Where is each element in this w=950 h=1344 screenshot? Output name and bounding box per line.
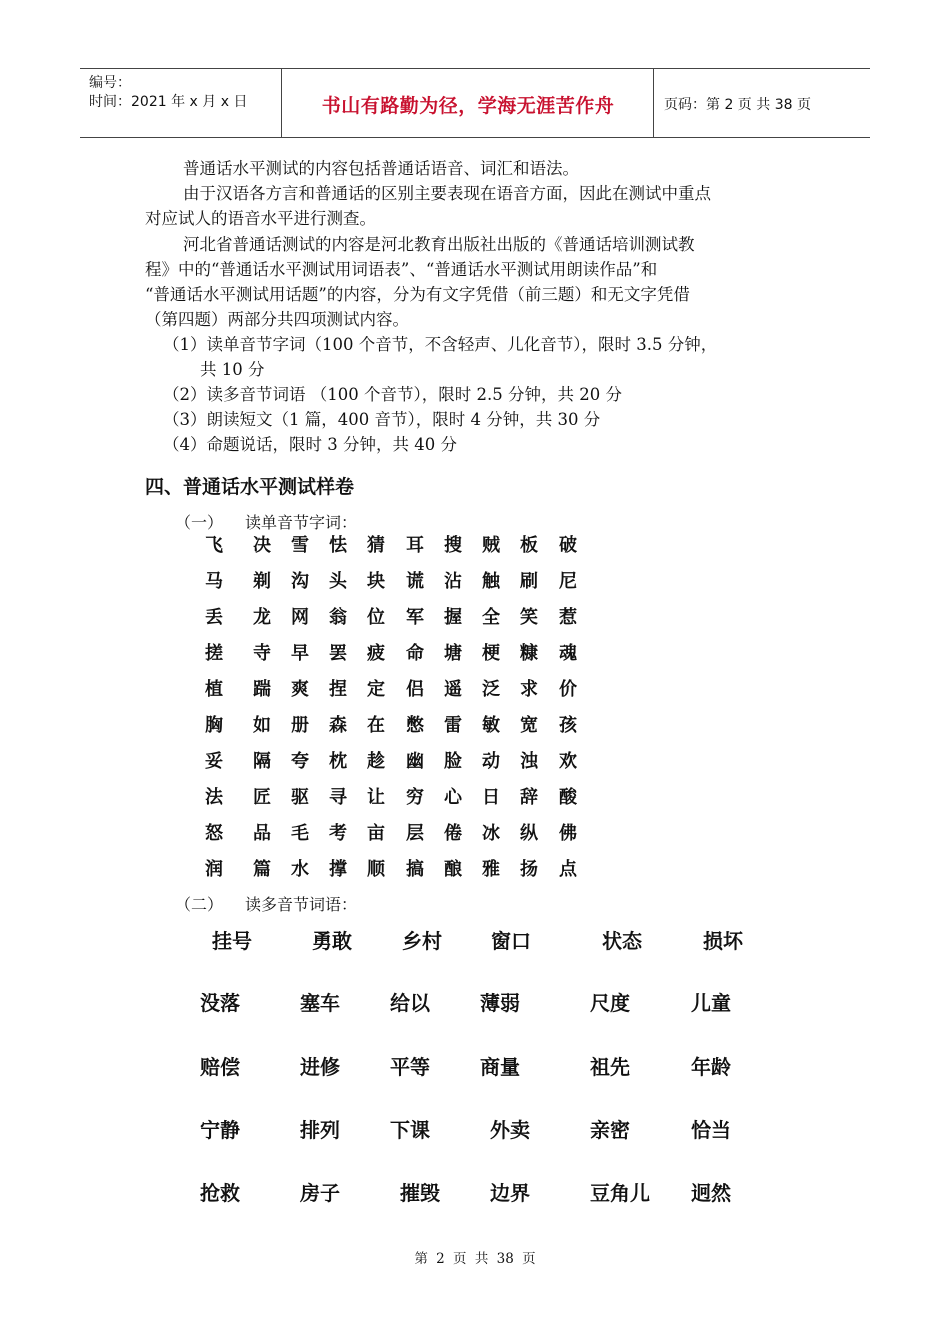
single-syllable-char: 酸	[559, 787, 577, 808]
single-syllable-char: 握	[444, 607, 462, 628]
multi-syllable-word: 儿童	[691, 991, 731, 1015]
single-syllable-char: 点	[559, 859, 577, 880]
multi-syllable-word: 宁静	[200, 1118, 240, 1142]
single-syllable-char: 倦	[444, 823, 462, 844]
body-paragraph: “普通话水平测试用话题”的内容，分为有文字凭借（前三题）和无文字凭借	[145, 285, 690, 304]
single-syllable-char: 酿	[444, 859, 462, 880]
single-syllable-char: 夸	[291, 751, 309, 772]
multi-syllable-word: 房子	[300, 1181, 340, 1205]
multi-syllable-word: 窗口	[491, 929, 531, 953]
single-syllable-char: 穷	[406, 787, 424, 808]
single-syllable-char: 军	[406, 607, 424, 628]
single-syllable-char: 梗	[482, 643, 500, 664]
multi-syllable-word: 状态	[602, 929, 642, 953]
multi-syllable-word: 进修	[300, 1055, 340, 1079]
body-paragraph: 对应试人的语音水平进行测查。	[145, 209, 376, 228]
single-syllable-char: 丢	[205, 607, 223, 628]
section-heading: 四、普通话水平测试样卷	[145, 476, 355, 498]
single-syllable-char: 册	[291, 715, 309, 736]
header-motto-cell	[282, 69, 654, 137]
single-syllable-char: 全	[482, 607, 500, 628]
single-syllable-char: 考	[329, 823, 347, 844]
single-syllable-char: 幽	[406, 751, 424, 772]
multi-syllable-word: 尺度	[590, 991, 630, 1015]
single-syllable-char: 如	[253, 715, 271, 736]
single-syllable-char: 憋	[406, 715, 424, 736]
single-syllable-char: 罢	[329, 643, 347, 664]
part2-number: （二）	[175, 895, 224, 914]
single-syllable-char: 驱	[291, 787, 309, 808]
single-syllable-char: 贼	[482, 535, 500, 556]
multi-syllable-word: 薄弱	[480, 991, 520, 1015]
single-syllable-char: 遥	[444, 679, 462, 700]
single-syllable-char: 层	[406, 823, 424, 844]
part2-label	[175, 892, 357, 915]
multi-syllable-word: 排列	[300, 1118, 340, 1142]
single-syllable-char: 头	[329, 571, 347, 592]
document-time-label: 时间：2021 年 x 月 x 日	[89, 94, 248, 110]
body-paragraph: 普通话水平测试的内容包括普通话语音、词汇和语法。	[183, 159, 579, 178]
single-syllable-char: 马	[205, 571, 223, 592]
single-syllable-char: 搓	[205, 643, 223, 664]
header-motto: 书山有路勤为径，学海无涯苦作舟	[321, 95, 615, 117]
single-syllable-char: 命	[406, 643, 424, 664]
single-syllable-char: 捏	[329, 679, 347, 700]
single-syllable-char: 怯	[329, 535, 347, 556]
single-syllable-char: 让	[367, 787, 385, 808]
single-syllable-char: 刷	[520, 571, 538, 592]
single-syllable-char: 顺	[367, 859, 385, 880]
document-number-label: 编号：	[89, 75, 131, 91]
test-item: （1）读单音节字词（100 个音节，不含轻声、儿化音节），限时 3.5 分钟，	[163, 335, 718, 354]
single-syllable-char: 水	[291, 859, 309, 880]
body-paragraph: （第四题）两部分共四项测试内容。	[145, 310, 409, 329]
single-syllable-char: 妥	[205, 751, 223, 772]
single-syllable-char: 匠	[253, 787, 271, 808]
single-syllable-char: 猜	[367, 535, 385, 556]
single-syllable-char: 耳	[406, 535, 424, 556]
single-syllable-char: 森	[329, 715, 347, 736]
single-syllable-char: 法	[205, 787, 223, 808]
body-paragraph: 河北省普通话测试的内容是河北教育出版社出版的《普通话培训测试教	[183, 235, 695, 254]
document-header	[80, 68, 870, 138]
single-syllable-char: 脸	[444, 751, 462, 772]
single-syllable-char: 辞	[520, 787, 538, 808]
single-syllable-char: 价	[559, 679, 577, 700]
multi-syllable-word: 边界	[490, 1181, 530, 1205]
single-syllable-char: 沾	[444, 571, 462, 592]
single-syllable-char: 求	[520, 679, 538, 700]
single-syllable-char: 块	[367, 571, 385, 592]
single-syllable-char: 润	[205, 859, 223, 880]
multi-syllable-word: 祖先	[590, 1055, 630, 1079]
part1-label	[175, 510, 357, 533]
single-syllable-char: 板	[520, 535, 538, 556]
single-syllable-char: 纵	[520, 823, 538, 844]
single-syllable-char: 定	[367, 679, 385, 700]
single-syllable-char: 撑	[329, 859, 347, 880]
single-syllable-char: 扬	[520, 859, 538, 880]
single-syllable-char: 雪	[291, 535, 309, 556]
single-syllable-char: 胸	[205, 715, 223, 736]
single-syllable-char: 糠	[520, 643, 538, 664]
single-syllable-char: 尼	[559, 571, 577, 592]
single-syllable-char: 宽	[520, 715, 538, 736]
header-info-cell	[80, 69, 282, 137]
multi-syllable-word: 没落	[200, 991, 240, 1015]
part2-title: 读多音节词语：	[245, 895, 358, 914]
single-syllable-char: 踹	[253, 679, 271, 700]
single-syllable-char: 篇	[253, 859, 271, 880]
single-syllable-char: 寺	[253, 643, 271, 664]
multi-syllable-word: 乡村	[402, 929, 442, 953]
single-syllable-char: 孩	[559, 715, 577, 736]
single-syllable-char: 日	[482, 787, 500, 808]
header-page-cell	[654, 69, 870, 137]
multi-syllable-word: 损坏	[703, 929, 743, 953]
single-syllable-char: 谎	[406, 571, 424, 592]
multi-syllable-word: 摧毁	[400, 1181, 440, 1205]
test-item: （3）朗读短文（1 篇，400 音节），限时 4 分钟，共 30 分	[163, 410, 601, 429]
body-paragraph: 程》中的“普通话水平测试用词语表”、“普通话水平测试用朗读作品”和	[145, 260, 658, 279]
single-syllable-char: 塘	[444, 643, 462, 664]
single-syllable-char: 搜	[444, 535, 462, 556]
multi-syllable-word: 豆角儿	[590, 1181, 650, 1205]
single-syllable-char: 枕	[329, 751, 347, 772]
single-syllable-char: 搞	[406, 859, 424, 880]
single-syllable-char: 心	[444, 787, 462, 808]
single-syllable-char: 植	[205, 679, 223, 700]
body-paragraph: 由于汉语各方言和普通话的区别主要表现在语音方面，因此在测试中重点	[183, 184, 711, 203]
multi-syllable-word: 给以	[390, 991, 430, 1015]
single-syllable-char: 泛	[482, 679, 500, 700]
single-syllable-char: 爽	[291, 679, 309, 700]
single-syllable-char: 动	[482, 751, 500, 772]
single-syllable-char: 剃	[253, 571, 271, 592]
multi-syllable-word: 勇敢	[312, 929, 352, 953]
single-syllable-char: 浊	[520, 751, 538, 772]
single-syllable-char: 惹	[559, 607, 577, 628]
single-syllable-char: 冰	[482, 823, 500, 844]
single-syllable-char: 寻	[329, 787, 347, 808]
single-syllable-char: 趁	[367, 751, 385, 772]
multi-syllable-word: 外卖	[490, 1118, 530, 1142]
single-syllable-char: 触	[482, 571, 500, 592]
single-syllable-char: 雷	[444, 715, 462, 736]
single-syllable-char: 魂	[559, 643, 577, 664]
multi-syllable-word: 赔偿	[200, 1055, 240, 1079]
single-syllable-char: 飞	[205, 535, 223, 556]
multi-syllable-word: 恰当	[691, 1118, 731, 1142]
page-footer: 第 2 页 共 38 页	[414, 1251, 536, 1267]
multi-syllable-word: 抢救	[200, 1181, 240, 1205]
single-syllable-char: 疲	[367, 643, 385, 664]
single-syllable-char: 早	[291, 643, 309, 664]
multi-syllable-word: 下课	[390, 1118, 430, 1142]
single-syllable-char: 决	[253, 535, 271, 556]
single-syllable-char: 隔	[253, 751, 271, 772]
test-item-continuation: 共 10 分	[200, 360, 265, 379]
part1-number: （一）	[175, 513, 224, 532]
single-syllable-char: 沟	[291, 571, 309, 592]
single-syllable-char: 翁	[329, 607, 347, 628]
multi-syllable-word: 平等	[390, 1055, 430, 1079]
single-syllable-char: 佛	[559, 823, 577, 844]
multi-syllable-word: 挂号	[212, 929, 252, 953]
test-item: （4）命题说话，限时 3 分钟，共 40 分	[163, 435, 457, 454]
single-syllable-char: 破	[559, 535, 577, 556]
header-page-code: 页码：第 2 页 共 38 页	[664, 97, 811, 113]
single-syllable-char: 欢	[559, 751, 577, 772]
multi-syllable-word: 迥然	[691, 1181, 731, 1205]
single-syllable-char: 雅	[482, 859, 500, 880]
part1-title: 读单音节字词：	[245, 513, 358, 532]
multi-syllable-word: 亲密	[590, 1118, 630, 1142]
single-syllable-char: 位	[367, 607, 385, 628]
single-syllable-char: 亩	[367, 823, 385, 844]
single-syllable-char: 笑	[520, 607, 538, 628]
single-syllable-char: 毛	[291, 823, 309, 844]
single-syllable-char: 侣	[406, 679, 424, 700]
single-syllable-char: 敏	[482, 715, 500, 736]
multi-syllable-word: 年龄	[691, 1055, 731, 1079]
single-syllable-char: 品	[253, 823, 271, 844]
single-syllable-char: 龙	[253, 607, 271, 628]
single-syllable-char: 怒	[205, 823, 223, 844]
single-syllable-char: 网	[291, 607, 309, 628]
multi-syllable-word: 塞车	[300, 991, 340, 1015]
test-item: （2）读多音节词语 （100 个音节），限时 2.5 分钟，共 20 分	[163, 385, 622, 404]
multi-syllable-word: 商量	[480, 1055, 520, 1079]
single-syllable-char: 在	[367, 715, 385, 736]
